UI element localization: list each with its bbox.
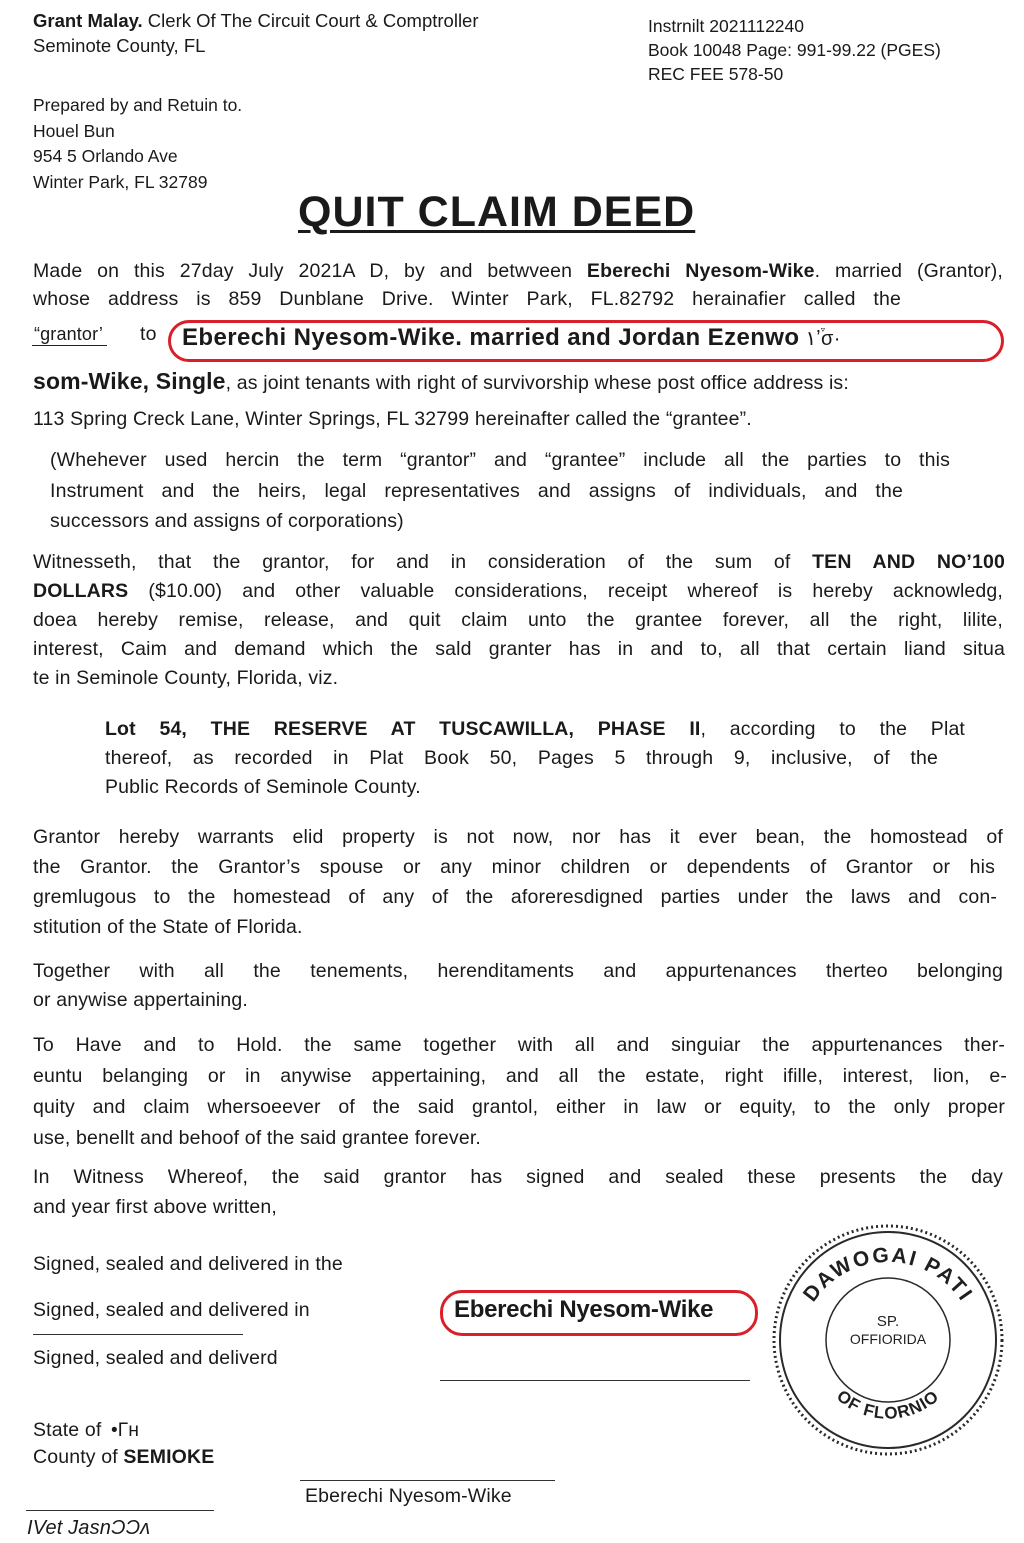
bottom-handwritten-scrawl: IVet JasnƆƆʌ [27, 1517, 151, 1539]
signed-line-3: Signed, sealed and deliverd [33, 1347, 278, 1369]
preparer-street: 954 5 Orlando Ave [33, 146, 178, 166]
definition-line-1: (Whehever used hercin the term “grantor” and “grantee” include all the parties to this [50, 449, 950, 471]
habendum-line-3: quity and claim whersoeever of the said grantol, either in law or equity, to the only proper [33, 1096, 1005, 1118]
in-witness-line-1: In Witness Whereof, the said grantor has signed and sealed these presents the day [33, 1166, 1003, 1188]
definition-line-2: Instrument and the heirs, legal representatives and assigns of individuals, and the [50, 480, 903, 502]
clerk-name: Grant Malay. [33, 10, 143, 31]
prepared-by-label: Prepared by and Retuin to. [33, 95, 243, 115]
grantor-signature-line [440, 1380, 750, 1381]
notary-seal [770, 1222, 1006, 1458]
instrument-number: Instrnilt 2021112240 [648, 16, 804, 36]
legal-line-1: Lot 54, THE RESERVE AT TUSCAWILLA, PHASE II, according to the Plat [105, 718, 966, 740]
intro-line-4: som-Wike, Single, as joint tenants with right of survivorship whese post office address is: [33, 368, 849, 394]
homestead-line-1: Grantor hereby warrants elid property is not now, nor has it ever bean, the homostead of [33, 826, 1003, 848]
notary-signer-name: Eberechi Nyesom-Wike [305, 1485, 512, 1507]
witnesseth-line-1: Witnesseth, that the grantor, for and in consideration of the sum of TEN AND NO’100 [33, 551, 1005, 573]
state-handwritten-mark: •Γʜ [111, 1420, 140, 1441]
document-title: QUIT CLAIM DEED [298, 188, 696, 236]
grantee-address: 113 Spring Creck Lane, Winter Springs, FL 32799 hereinafter called the “grantee”. [33, 408, 752, 430]
clerk-header [33, 8, 479, 58]
seal-bottom-text: OF FLORNIO [833, 1386, 943, 1423]
notary-bottom-line [26, 1510, 214, 1511]
intro-line-2: whose address is 859 Dunblane Drive. Winter Park, FL.82792 herainafier called the [33, 288, 901, 310]
prepared-by-block [33, 93, 242, 195]
signed-line-1: Signed, sealed and delivered in the [33, 1253, 343, 1275]
county-of-line: County of SEMIOKE [33, 1446, 215, 1468]
grantee-name-scrawl: ١ʼ֒σ· [805, 328, 841, 350]
habendum-line-1: To Have and to Hold. the same together with all and singuiar the appurtenances ther- [33, 1034, 1005, 1056]
recording-info [648, 14, 941, 86]
intro-line-1: Made on this 27day July 2021A D, by and betwveen Eberechi Nyesom-Wike. married (Grantor), [33, 260, 1003, 282]
definition-line-3: successors and assigns of corporations) [50, 510, 404, 532]
preparer-city: Winter Park, FL 32789 [33, 171, 208, 192]
witness-signature-line [33, 1334, 243, 1335]
homestead-line-3: gremlugous to the homestead of any of the aforeresdigned parties under the laws and con- [33, 886, 997, 908]
witnesseth-line-2: DOLLARS ($10.00) and other valuable considerations, receipt whereof is hereby acknowledg, [33, 580, 1003, 602]
witnesseth-line-3: doea hereby remise, release, and quit claim unto the grantee forever, all the right, lilite, [33, 609, 1003, 631]
state-of-line: State of •Γʜ [33, 1419, 140, 1441]
clerk-title: Clerk Of The Circuit Court & Comptroller [142, 10, 479, 31]
grantee-names: Eberechi Nyesom-Wike. married and Jordan Ezenwo ١ʼ֒σ· [182, 324, 841, 351]
grantor-quoted: “grantor’ [32, 320, 107, 349]
together-line-1: Together with all the tenements, herenditaments and appurtenances therteo belonging [33, 960, 1003, 982]
together-line-2: or anywise appertaining. [33, 989, 248, 1011]
recording-fee: REC FEE 578-50 [648, 64, 784, 84]
book-page: Book 10048 Page: 991-99.22 (PGES) [648, 40, 941, 60]
in-witness-line-2: and year first above written, [33, 1196, 277, 1218]
habendum-line-2: euntu belanging or in anywise appertaining, and all the estate, right ifille, interest, lion, e- [33, 1065, 1007, 1087]
seal-inner-text-1: SP. [876, 1313, 900, 1330]
consideration-amount: TEN AND NO’100 [812, 551, 1005, 573]
to-word: to [140, 323, 157, 345]
seal-top-text: DAWOGAI PATI [798, 1243, 978, 1306]
witnesseth-line-4: interest, Caim and demand which the sald granter has in and to, all that certain liand situa [33, 638, 1005, 660]
grantor-name: Eberechi Nyesom-Wike [586, 260, 815, 282]
homestead-line-2: the Grantor. the Grantor’s spouse or any minor children or dependents of Grantor or his [33, 856, 995, 878]
lot-description: Lot 54, THE RESERVE AT TUSCAWILLA, PHASE II [105, 718, 701, 740]
legal-line-2: thereof, as recorded in Plat Book 50, Pages 5 through 9, inclusive, of the [105, 747, 938, 769]
grantor-signature-name: Eberechi Nyesom-Wike [454, 1296, 714, 1323]
notary-signer-line [300, 1480, 555, 1481]
legal-line-3: Public Records of Seminole County. [105, 776, 421, 798]
signed-line-2: Signed, sealed and delivered in [33, 1299, 310, 1321]
preparer-name: Houel Bun [33, 120, 115, 141]
county-header: Seminote County, FL [33, 35, 206, 56]
grantee-name-continued: som-Wike, Single [33, 368, 226, 394]
seal-graphic [770, 1222, 1006, 1458]
witnesseth-line-5: te in Seminole County, Florida, viz. [33, 667, 339, 689]
homestead-line-4: stitution of the State of Florida. [33, 916, 303, 938]
habendum-line-4: use, benellt and behoof of the said grantee forever. [33, 1127, 481, 1149]
seal-inner-text-2: OFFIORIDA [849, 1331, 927, 1347]
county-value: SEMIOKE [123, 1446, 215, 1468]
